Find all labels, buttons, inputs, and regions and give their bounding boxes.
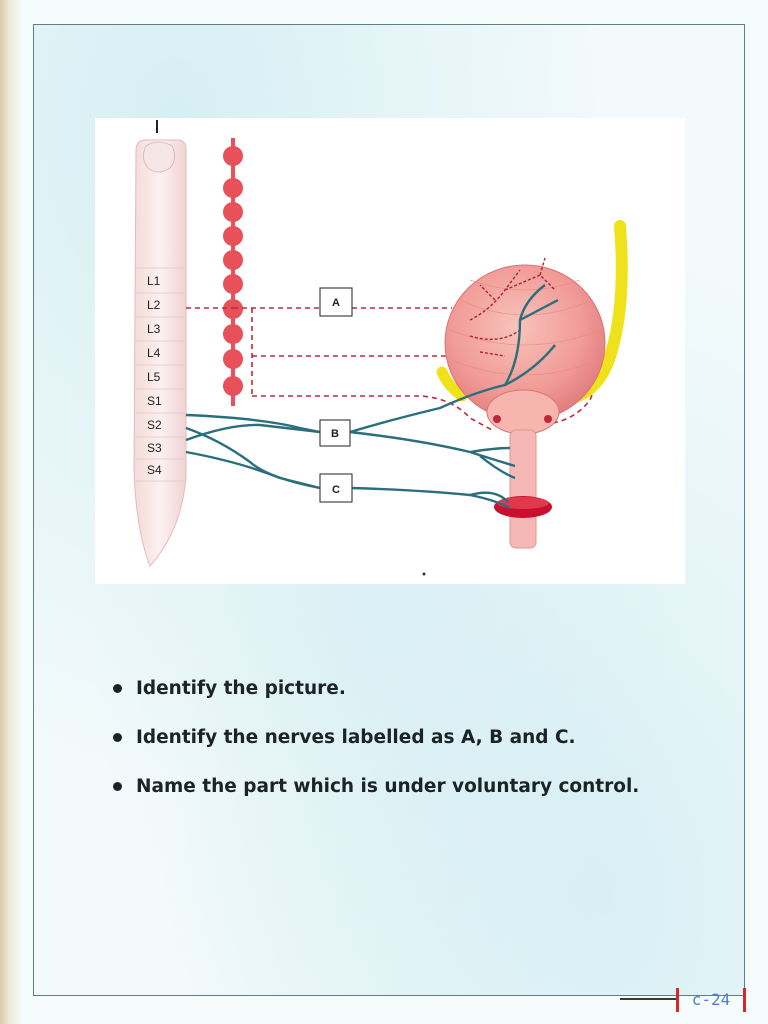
urethra [510, 430, 536, 548]
segment-label-s2: S2 [147, 418, 162, 432]
question-list [112, 672, 712, 819]
bullet-icon [113, 782, 122, 791]
question-text: Identify the picture. [136, 678, 346, 699]
ureteric-orifice-left [493, 415, 501, 423]
segment-label-l4: L4 [147, 346, 161, 360]
ureteric-orifice-right [544, 415, 552, 423]
page-code: c-24 [676, 988, 746, 1012]
spinal-cord-cross-section [143, 142, 174, 172]
question-item [112, 672, 712, 721]
question-text: Identify the nerves labelled as A, B and C. [136, 727, 576, 748]
bladder-trigone [487, 390, 559, 434]
segment-label-l1: L1 [147, 274, 161, 288]
label-a: A [332, 297, 340, 309]
segment-label-l3: L3 [147, 322, 161, 336]
label-b: B [331, 428, 339, 440]
segment-label-l5: L5 [147, 370, 161, 384]
segment-label-l2: L2 [147, 298, 161, 312]
bullet-icon [113, 733, 122, 742]
question-item [112, 721, 712, 770]
question-text: Name the part which is under voluntary control. [136, 776, 640, 797]
question-item [112, 770, 712, 819]
segment-label-s4: S4 [147, 463, 162, 477]
bottom-rule [620, 998, 676, 1000]
label-c: C [332, 484, 340, 496]
stray-dot [423, 573, 426, 576]
bullet-icon [113, 684, 122, 693]
segment-label-s3: S3 [147, 441, 162, 455]
segment-label-s1: S1 [147, 394, 162, 408]
sympathetic-chain [223, 138, 243, 406]
